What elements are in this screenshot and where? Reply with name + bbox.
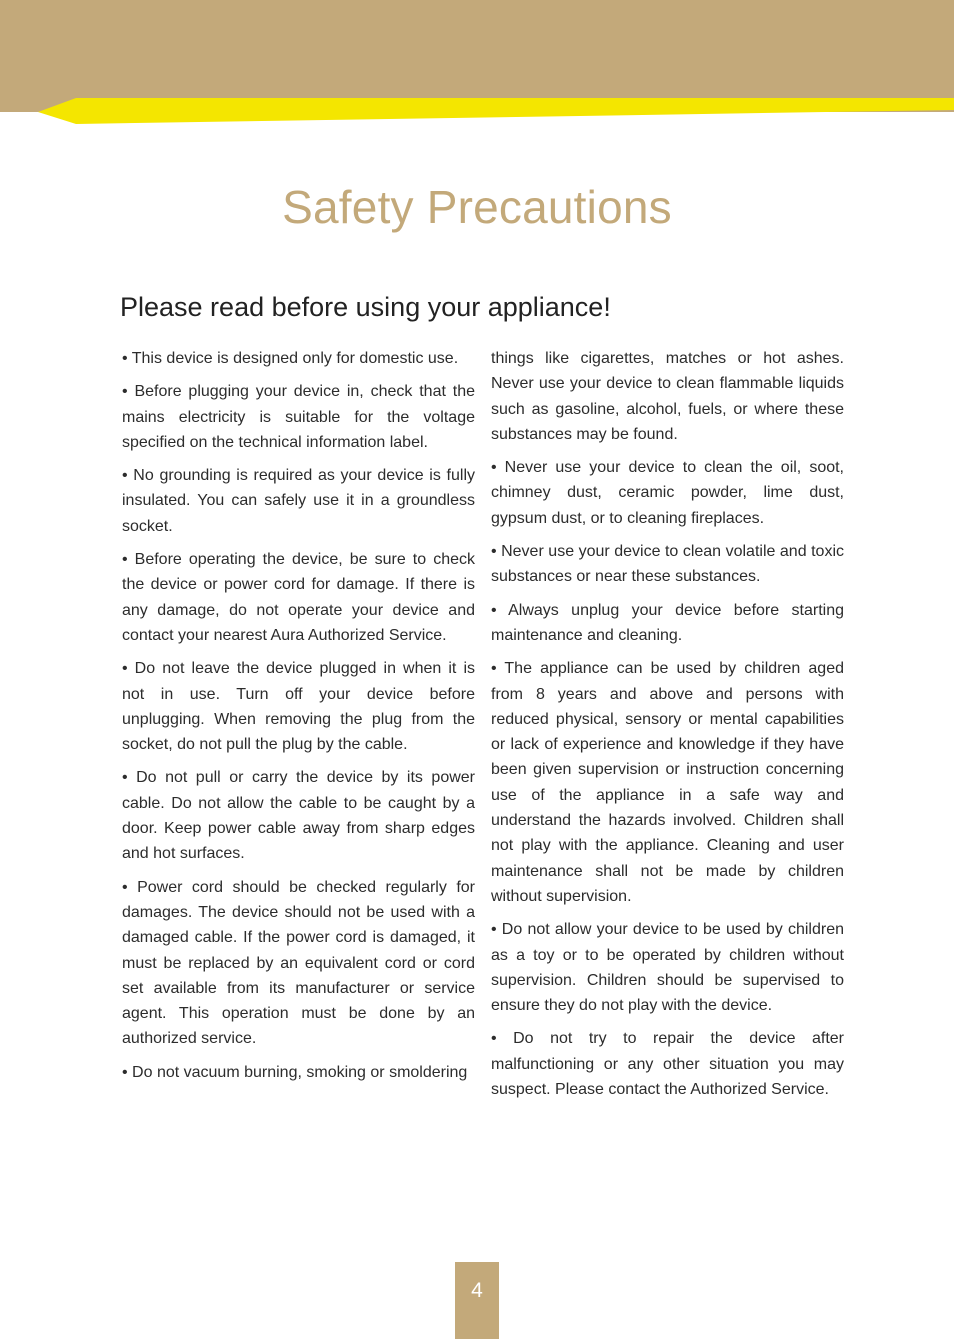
precaution-item: • Never use your device to clean volatile and toxic substances or near these substances.	[491, 543, 844, 586]
page-number: 4	[455, 1262, 499, 1339]
page-subtitle: Please read before using your appliance!	[120, 292, 611, 322]
precaution-item: • Never use your device to clean the oil, soot, chimney dust, ceramic powder, lime dust, gypsum dust, or to cleaning fireplaces.	[491, 459, 844, 527]
precaution-item: • Do not pull or carry the device by its power cable. Do not allow the cable to be caught by a door. Keep power cable away from sharp edges and hot surfaces.	[122, 769, 475, 863]
yellow-stripe-shape	[38, 98, 954, 124]
precaution-item: things like cigarettes, matches or hot ashes. Never use your device to clean flammable liquids such as gasoline, alcohol, fuels, or where these substances may be found.	[491, 350, 844, 443]
precaution-item: • Do not allow your device to be used by children as a toy or to be operated by children without supervision. Children should be supervised to ensure they do not play with the device.	[491, 921, 844, 1015]
precaution-item: • The appliance can be used by children aged from 8 years and above and persons with reduced physical, sensory or mental capabilities or lack of experience and knowledge if they have been given supervision or instruction concerning use of the appliance in a safe way and understand the hazards involved. Children shall not play with the appliance. Cleaning and user maintenance shall not be made by children without supervision.	[491, 660, 844, 905]
precaution-item: • Before plugging your device in, check that the mains electricity is suitable for the voltage specified on the technical information label.	[122, 383, 475, 451]
precaution-item: • No grounding is required as your device is fully insulated. You can safely use it in a groundless socket.	[122, 467, 475, 535]
precaution-item: • Power cord should be checked regularly for damages. The device should not be used with a damaged cable. If the power cord is damaged, it must be replaced by an equivalent cord or cord set available from its manufacturer or service agent. This operation must be done by an authorized service.	[122, 878, 475, 1048]
precaution-item: • Before operating the device, be sure to check the device or power cord for damage. If there is any damage, do not operate your device and contact your nearest Aura Authorized Service.	[122, 551, 475, 644]
precaution-item: • Do not leave the device plugged in when it is not in use. Turn off your device before unplugging. When removing the plug from the socket, do not pull the plug by the cable.	[122, 660, 475, 754]
precaution-item: • This device is designed only for domestic use.	[122, 350, 459, 367]
left-column	[122, 346, 475, 1093]
precaution-item: • Do not try to repair the device after malfunctioning or any other situation you may suspect. Please contact the Authorized Service.	[491, 1030, 844, 1099]
precaution-item: • Always unplug your device before starting maintenance and cleaning.	[491, 601, 844, 644]
header-yellow-stripe	[0, 98, 954, 124]
right-column	[491, 346, 844, 1110]
header-band	[0, 0, 954, 112]
precaution-item: • Do not vacuum burning, smoking or smoldering	[122, 1063, 468, 1081]
page-title: Safety Precautions	[282, 181, 672, 233]
